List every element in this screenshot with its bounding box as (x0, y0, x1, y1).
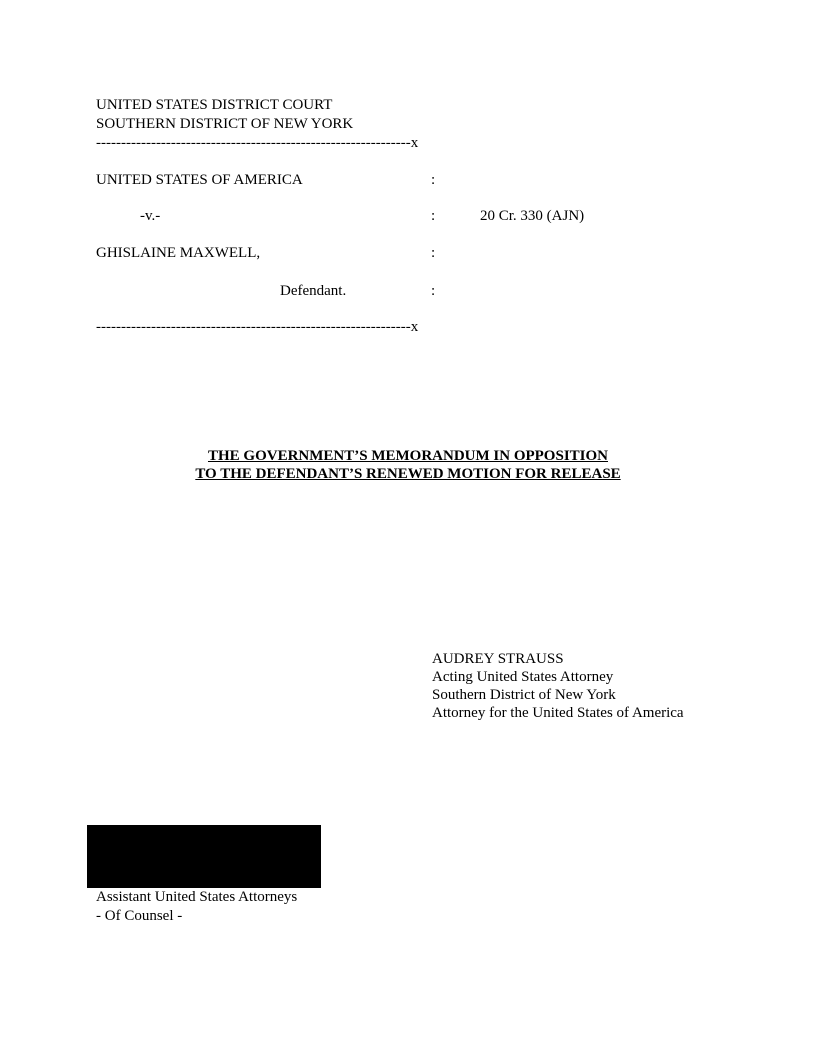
signatory-name: AUDREY STRAUSS (432, 651, 564, 667)
counsel-title: Assistant United States Attorneys (96, 889, 298, 905)
caption-rule-bottom: ---------------------------------------------------------------x (96, 319, 419, 335)
document-title-line-1: THE GOVERNMENT’S MEMORANDUM IN OPPOSITION (207, 448, 608, 464)
caption-colon: : (431, 283, 436, 299)
defendant-name: GHISLAINE MAXWELL, (96, 245, 261, 261)
caption-colon: : (431, 172, 436, 188)
redaction-box (87, 825, 321, 888)
caption-colon: : (431, 245, 436, 261)
caption-colon: : (431, 208, 436, 224)
case-number: 20 Cr. 330 (AJN) (480, 208, 585, 224)
court-name: UNITED STATES DISTRICT COURT (96, 97, 333, 113)
defendant-label: Defendant. (280, 283, 347, 299)
plaintiff-name: UNITED STATES OF AMERICA (96, 172, 303, 188)
court-district: SOUTHERN DISTRICT OF NEW YORK (96, 116, 354, 132)
signatory-title: Acting United States Attorney (432, 669, 614, 685)
counsel-label: - Of Counsel - (96, 908, 183, 924)
caption-rule-top: ---------------------------------------------------------------x (96, 135, 419, 151)
document-title-line-2: TO THE DEFENDANT’S RENEWED MOTION FOR RELEASE (195, 466, 621, 482)
signatory-district: Southern District of New York (432, 687, 616, 703)
signatory-role: Attorney for the United States of America (432, 705, 684, 721)
versus-label: -v.- (140, 208, 161, 224)
